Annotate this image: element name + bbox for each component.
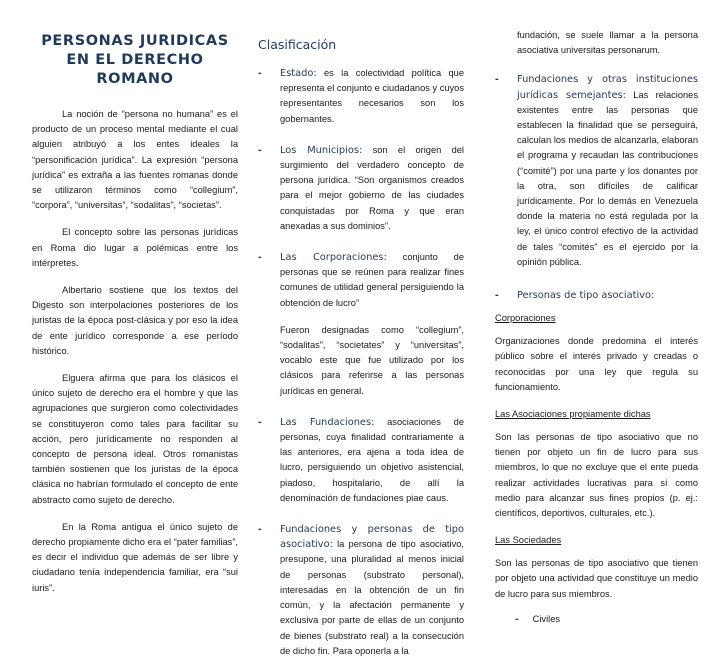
paragraph: Son las personas de tipo asociativo que tienen por objeto una actividad que constituye un medio de lucro para sus miembros. xyxy=(495,558,698,599)
item-term: Las Corporaciones: xyxy=(280,252,387,264)
paragraph: fundación, se suele llamar a la persona asociativa universitas personarum. xyxy=(517,30,698,56)
paragraph: En la Roma antigua el único sujeto de derecho propiamente dicho era el “pater familias”, es decir el individuo que además de ser libre y ciudadano tenía independencia familiar, era “sui iuris”. xyxy=(32,521,238,593)
item-text: Las relaciones existentes entre las personas que establecen la finalidad que se perseguirá, calculan los medios de alcanzarla, elaboran el programa y recaudan las contribuciones (“comité”) por una parte y los donantes por la otra, son difíciles de calificar jurídicamente. Por lo demás en Venezuela donde la materia no está regulada por la ley, el único control efectivo de la actividad de tales “comités” es el ejercido por la opinión pública. xyxy=(517,89,698,267)
list-item xyxy=(258,250,464,311)
page-title: PERSONAS JURIDICAS EN EL DERECHO ROMANO xyxy=(41,33,229,87)
section-heading: Clasificación xyxy=(258,37,337,52)
dash-bullet-icon: - xyxy=(258,251,262,264)
item-text: asociaciones de personas, cuya finalidad contrariamente a las anteriores, era ajena a toda idea de lucro, persiguiendo un objetivo asistencial, piadoso, hospitalario, de allí la denominación de fundaciones piae caus. xyxy=(280,416,464,503)
list-item xyxy=(495,72,698,270)
item-term: Fundaciones y personas de tipo asociativo: xyxy=(280,524,464,551)
item-text: Civiles xyxy=(532,613,561,624)
item-term: Estado: xyxy=(280,68,317,79)
list-item xyxy=(495,288,698,303)
dash-bullet-icon: - xyxy=(495,289,499,302)
list-item xyxy=(258,66,464,127)
item-term: Personas de tipo asociativo: xyxy=(517,290,655,302)
subheading: Corporaciones xyxy=(495,313,556,324)
item-text: son el origen del surgimiento del verdadero concepto de persona jurídica. “Son organismos creados para el mejor gobierno de las ciudades conquistadas por Roma y que eran anexadas a sus dominios”. xyxy=(280,144,465,231)
list-item xyxy=(258,415,464,506)
list-item xyxy=(495,612,698,627)
item-term: Las Fundaciones: xyxy=(280,416,375,428)
paragraph: El concepto sobre las personas jurídicas en Roma dio lugar a polémicas entre los intérpretes. xyxy=(32,227,238,268)
column-left xyxy=(32,0,238,596)
paragraph: Organizaciones donde predomina el interés público sobre el interés privado y creadas o reconocidas por una ley que regula su funcionamiento. xyxy=(495,336,698,392)
item-term: Los Municipios: xyxy=(280,144,363,156)
paragraph: Elguera afirma que para los clásicos el único sujeto de derecho era el hombre y que las agrupaciones que surgieron como colectividades se constituyeron como tales para facilitar su acción, pero jurídicamente no responden al concepto de persona ideal. Otros romanistas también sostienen que los juristas de la época clásica no habrían formulado el concepto de ente abstracto como sujeto de derecho. xyxy=(32,373,238,505)
dash-bullet-icon: - xyxy=(515,612,519,625)
dash-bullet-icon: - xyxy=(258,143,262,156)
subheading: Las Asociaciones propiamente dichas xyxy=(495,409,651,420)
dash-bullet-icon: - xyxy=(258,67,262,79)
column-right xyxy=(495,0,698,627)
dash-bullet-icon: - xyxy=(258,523,262,536)
paragraph: Fueron designadas como “collegium”, “sodalitas”, “societates” y “universitas”, vocablo este que fue utilizado por los clásicos para referirse a las personas jurídicas en general. xyxy=(280,324,464,396)
list-item xyxy=(258,143,464,234)
paragraph: La noción de “persona no humana” es el producto de un proceso mental mediante el cual alguien atribuyó a los entes ideales la “personificación jurídica”. La expresión “persona jurídica” es extraña a las fuentes romanas donde se utilizaron términos como “collegium”, “corpora”, “universitas”, “sodalitas”, “societas”. xyxy=(32,109,238,211)
item-text: la persona de tipo asociativo, presupone, una pluralidad al menos inicial de personas (substrato personal), interesadas en la obtención de un fin común, y la afectación permanente y exclusiva por parte de ellas de un conjunto de bienes (substrato real) a la consecución de dicho fin. Para oponerla a la xyxy=(280,539,464,656)
list-item xyxy=(258,522,464,659)
item-text: es la colectividad política que representa el conjunto e ciudadanos y cuyos representantes necesarios son los gobernantes. xyxy=(280,68,464,124)
dash-bullet-icon: - xyxy=(258,415,262,428)
paragraph: Son las personas de tipo asociativo que no tienen por objeto un fin de lucro para sus miembros, lo que no excluye que el ente pueda realizar actividades lucrativas para sí como medio para alcanzar sus fines propios (p. ej.: científicos, deportivos, culturales, etc.). xyxy=(495,432,698,519)
paragraph: Albertario sostiene que los textos del Digesto son interpolaciones posteriores de los juristas de la época post-clásica y por eso la idea de ente jurídico corresponde a ese período histórico. xyxy=(32,285,238,356)
subheading: Las Sociedades xyxy=(495,535,562,546)
column-middle xyxy=(258,0,464,659)
item-text: conjunto de personas que se reúnen para realizar fines comunes de utilidad general persiguiendo la obtención de lucro” xyxy=(280,252,465,308)
item-term: Fundaciones y otras instituciones jurídicas semejantes: xyxy=(517,74,698,101)
dash-bullet-icon: - xyxy=(495,73,499,86)
